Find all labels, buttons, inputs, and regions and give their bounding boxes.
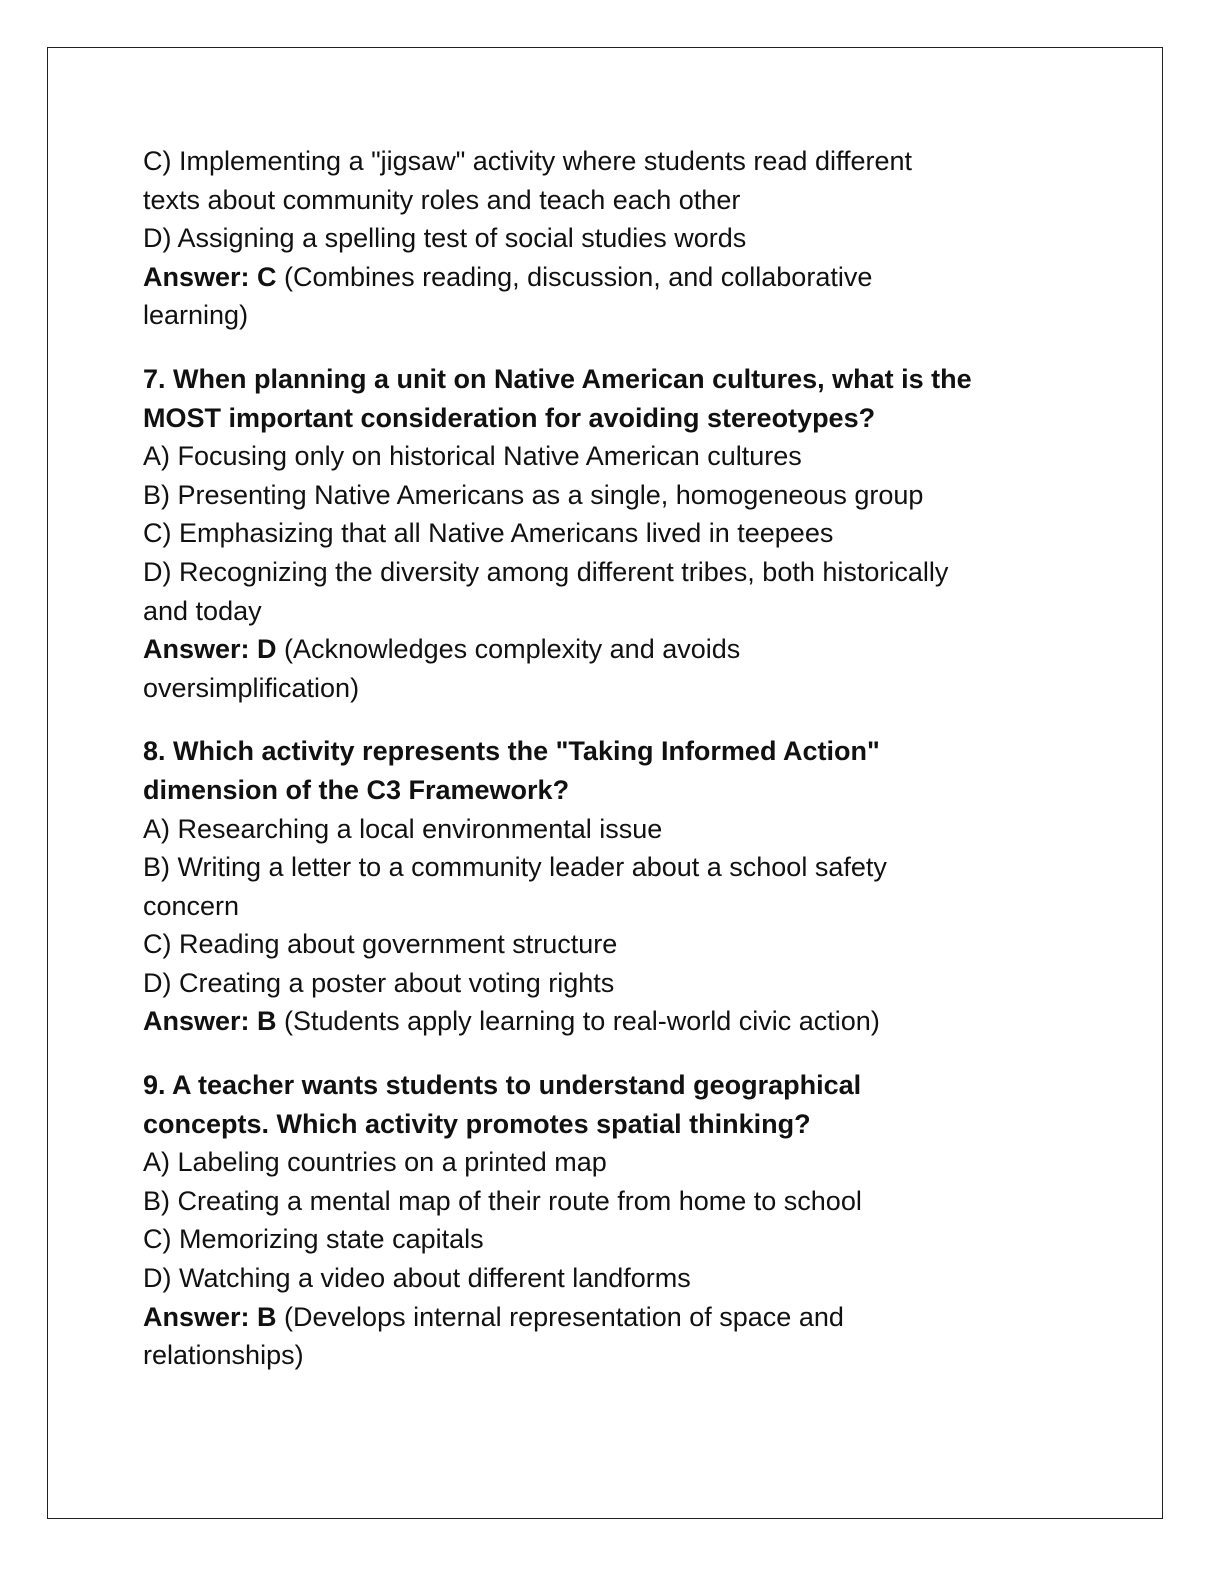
question-text-line-2: dimension of the C3 Framework? (143, 774, 570, 805)
answer-line (143, 1298, 1083, 1337)
option-b: B) Presenting Native Americans as a single, homogeneous group (143, 479, 924, 510)
option-d: D) Recognizing the diversity among different tribes, both historically (143, 556, 949, 587)
option-a: A) Labeling countries on a printed map (143, 1147, 607, 1178)
option-b: B) Writing a letter to a community leader about a school safety (143, 852, 887, 883)
answer-explanation-line-2: relationships) (143, 1340, 304, 1371)
answer-line (143, 1002, 1083, 1041)
option-d: D) Creating a poster about voting rights (143, 967, 615, 998)
question-8 (143, 732, 1083, 1041)
answer-explanation: (Combines reading, discussion, and collaborative (276, 261, 873, 292)
option-b-line-2: concern (143, 890, 240, 921)
question-text: 8. Which activity represents the "Taking Informed Action" (143, 736, 880, 767)
answer-line (143, 258, 1083, 297)
option-c: C) Memorizing state capitals (143, 1224, 484, 1255)
question-text: 9. A teacher wants students to understand geographical (143, 1070, 862, 1101)
answer-label: Answer: D (143, 634, 277, 665)
option-c: C) Emphasizing that all Native Americans lived in teepees (143, 518, 834, 549)
question-text-line-2: MOST important consideration for avoiding stereotypes? (143, 402, 876, 433)
option-d: D) Assigning a spelling test of social studies words (143, 223, 747, 254)
question-text: 7. When planning a unit on Native American cultures, what is the (143, 363, 972, 394)
answer-explanation: (Acknowledges complexity and avoids (276, 634, 741, 665)
question-9 (143, 1066, 1083, 1375)
option-c: C) Reading about government structure (143, 929, 618, 960)
answer-label: Answer: B (143, 1301, 277, 1332)
question-7 (143, 360, 1083, 707)
answer-explanation-line-2: oversimplification) (143, 672, 360, 703)
option-a: A) Focusing only on historical Native American cultures (143, 441, 802, 472)
option-d: D) Watching a video about different landforms (143, 1263, 691, 1294)
document-body (143, 142, 1083, 1375)
option-a: A) Researching a local environmental issue (143, 813, 663, 844)
option-d-line-2: and today (143, 595, 262, 626)
option-c: C) Implementing a "jigsaw" activity where students read different (143, 146, 913, 176)
answer-explanation: (Develops internal representation of space and (276, 1301, 844, 1332)
answer-label: Answer: B (143, 1006, 277, 1037)
option-b: B) Creating a mental map of their route from home to school (143, 1185, 862, 1216)
question-6-continuation (143, 142, 1083, 335)
question-text-line-2: concepts. Which activity promotes spatial thinking? (143, 1108, 811, 1139)
answer-label: Answer: C (143, 261, 277, 292)
answer-explanation-line-2: learning) (143, 300, 249, 331)
answer-explanation: (Students apply learning to real-world civic action) (276, 1006, 880, 1037)
answer-line (143, 630, 1083, 669)
option-c-line-2: texts about community roles and teach each other (143, 184, 741, 215)
